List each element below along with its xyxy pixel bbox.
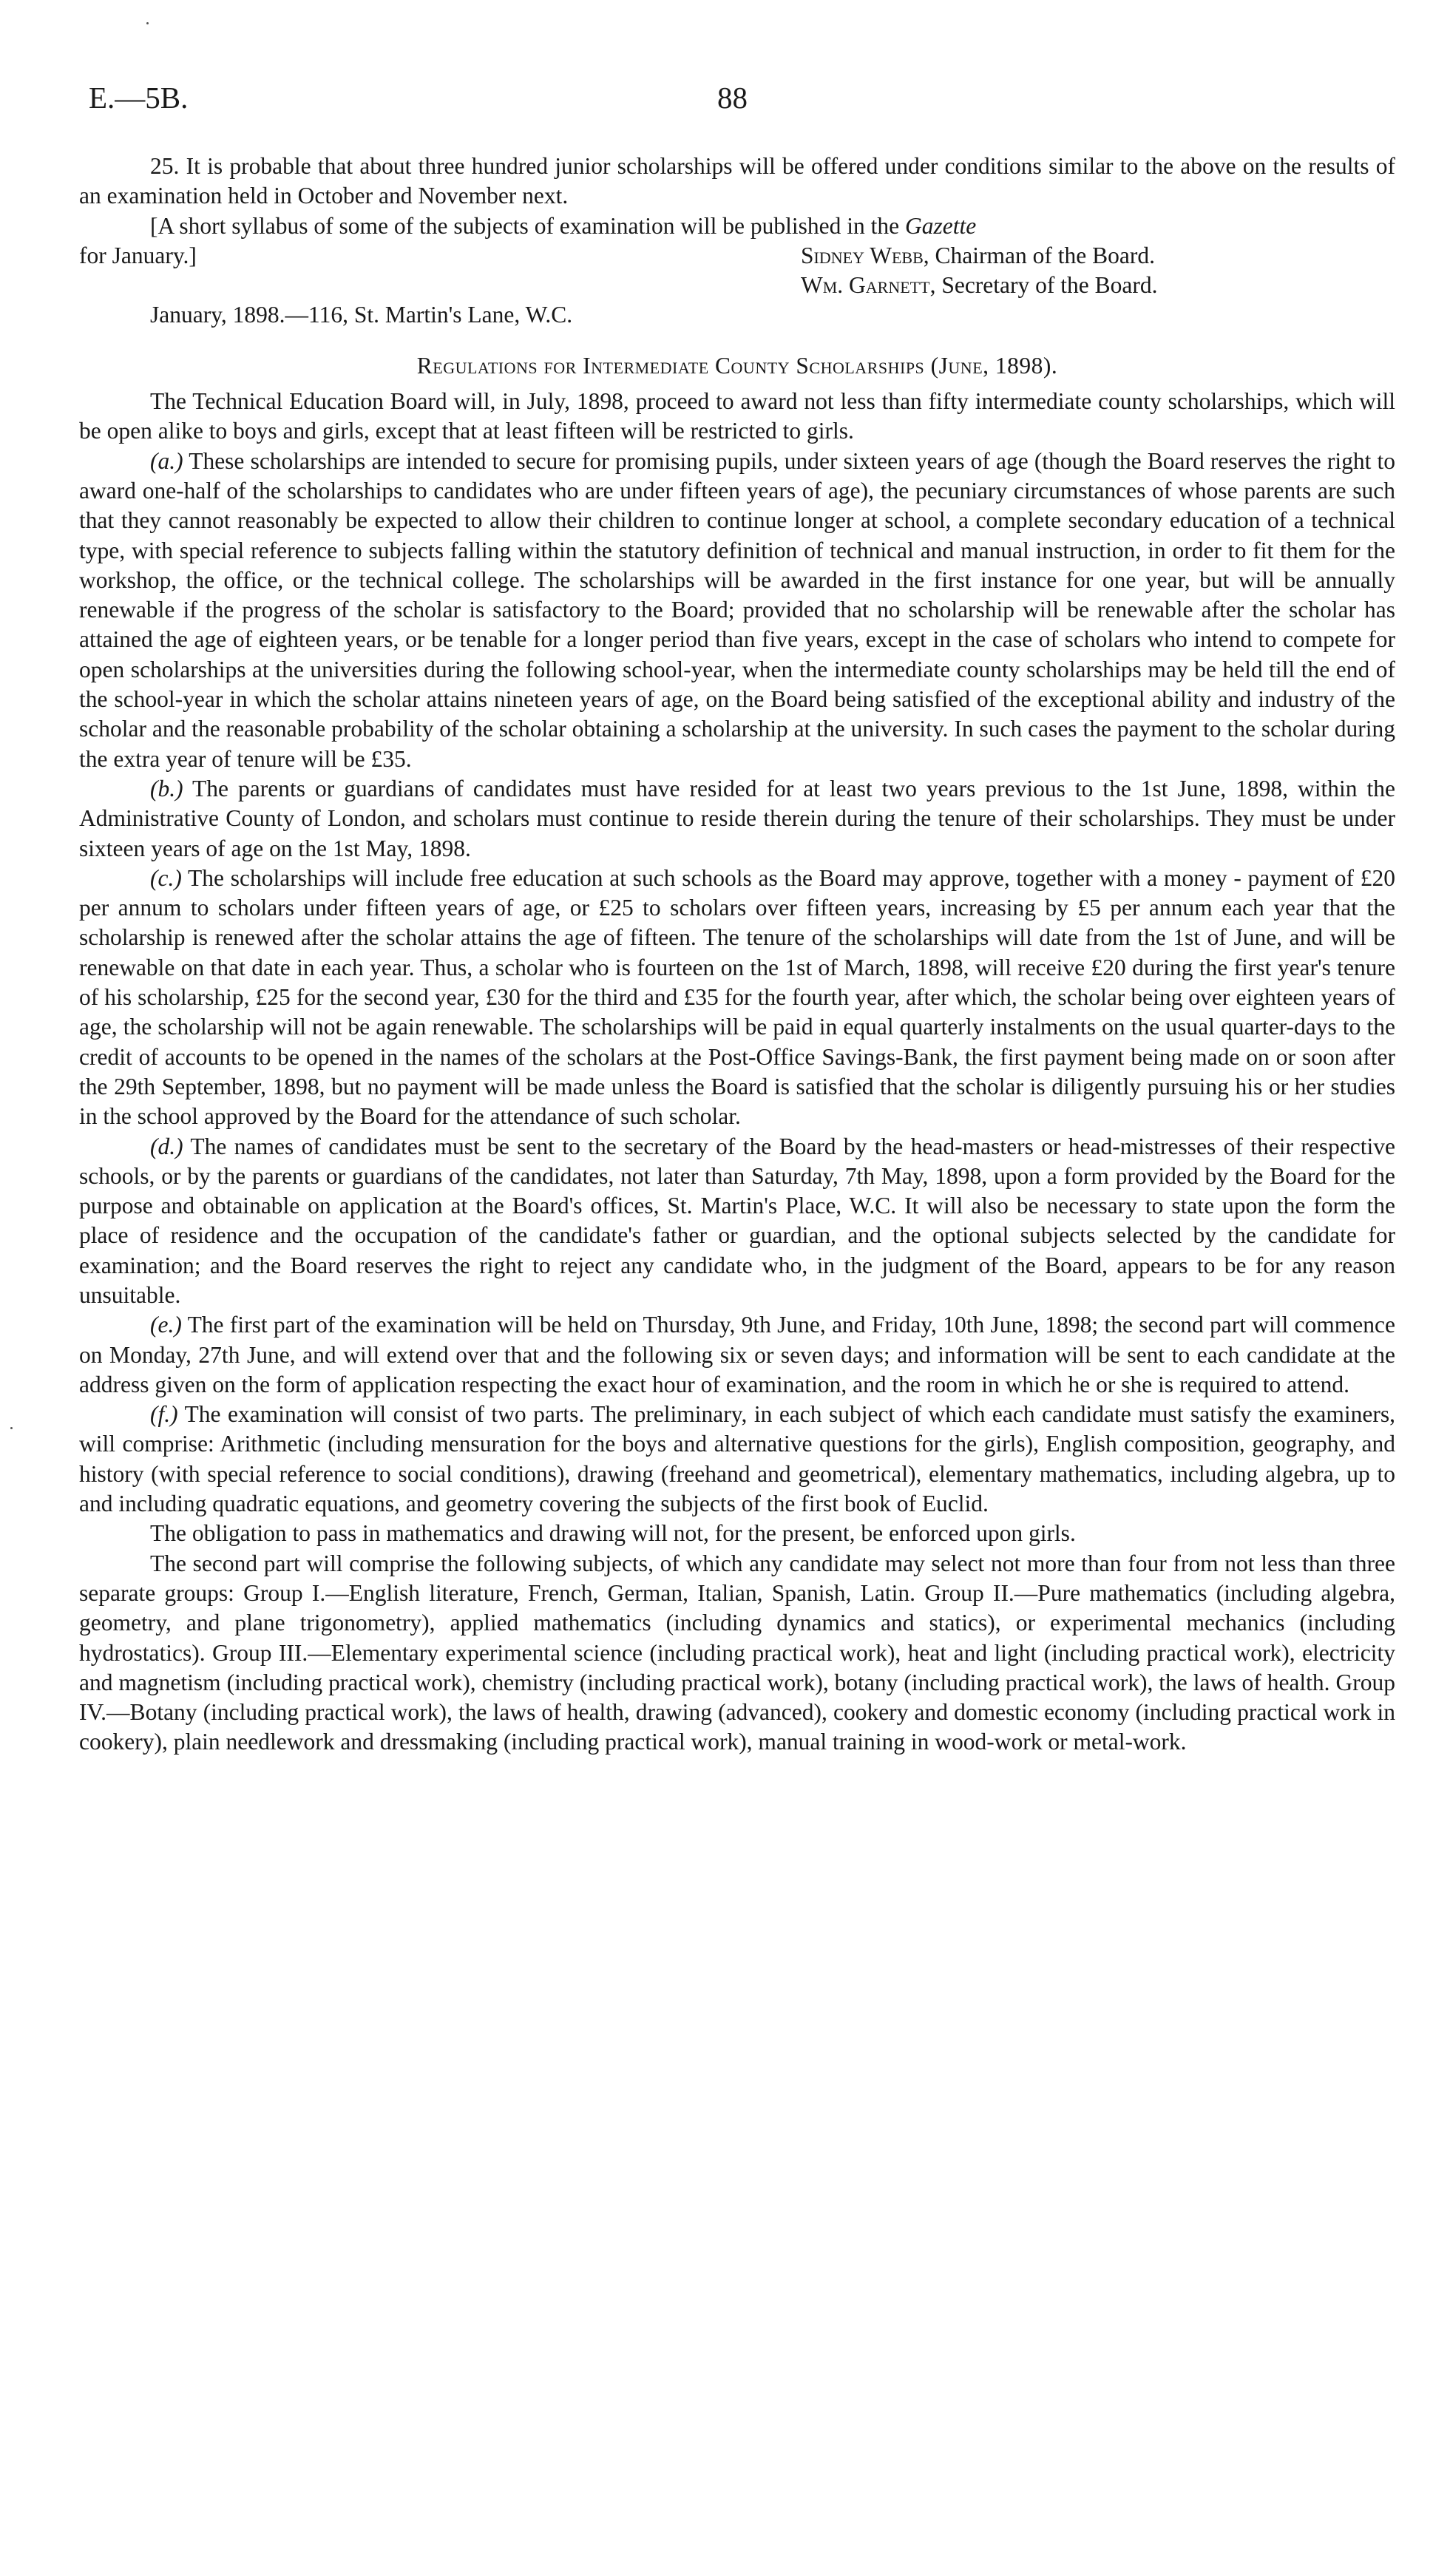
dateline: January, 1898.—116, St. Martin's Lane, W.C. — [150, 302, 573, 328]
chairman-role: , Chairman of the Board. — [923, 242, 1155, 268]
paragraph-25: 25. It is probable that about three hundred junior scholarships will be offered under conditions similar to the above on the results of an examination held in October and November next. — [79, 153, 1395, 209]
obligation-paragraph: The obligation to pass in mathematics and drawing will not, for the present, be enforced upon girls. — [150, 1520, 1076, 1547]
clause-f-text: The examination will consist of two parts. The preliminary, in each subject of which each candidate must satisfy the examiners, will comprise: Arithmetic (including mensuration for the boys and alternative questions for the girls), English composition, geography, and history (with special reference to social conditions), drawing (freehand and geometrical), elementary mathematics, including algebra, up to and including quadratic equations, and geometry covering the subjects of the first book of Euclid. — [79, 1401, 1395, 1517]
clause-b-label: (b.) — [150, 775, 183, 801]
clause-e-text: The first part of the examination will be held on Thursday, 9th June, and Friday, 10th June, 1898; the second part will commence on Monday, 27th June, and will extend over that and the following six or seven days; and information will be sent to each candidate at the address given on the form of application respecting the exact hour of examination, and the room in which he or she is required to attend. — [79, 1312, 1395, 1397]
syllabus-note-end: for January.] — [79, 242, 197, 268]
scan-speck — [10, 1427, 13, 1429]
clause-d — [79, 1132, 1395, 1311]
clause-c — [79, 864, 1395, 1132]
syllabus-note — [79, 211, 1395, 241]
clause-b — [79, 774, 1395, 864]
secretary-signature — [79, 271, 1395, 300]
clause-b-text: The parents or guardians of candidates must have resided for at least two years previous to the 1st June, 1898, within the Administrative County of London, and scholars must continue to reside therein during the tenure of their scholarships. They must be under sixteen years of age on the 1st May, 1898. — [79, 775, 1395, 861]
secretary-role: , Secretary of the Board. — [929, 272, 1158, 299]
secretary-name: Wm. Garnett — [801, 272, 930, 299]
regulations-intro: The Technical Education Board will, in July, 1898, proceed to award not less than fifty intermediate county scholarships, which will be open alike to boys and girls, except that at least fifteen will be restricted to girls. — [79, 388, 1395, 444]
chairman-name: Sidney Webb — [801, 242, 924, 268]
page-header — [89, 80, 1390, 124]
clause-d-label: (d.) — [150, 1133, 183, 1159]
chairman-signature — [801, 241, 1155, 271]
clause-e — [79, 1310, 1395, 1400]
clause-f-label: (f.) — [150, 1401, 178, 1428]
clause-a-text: These scholarships are intended to secure for promising pupils, under sixteen years of age (though the Board reserves the right to award one-half of the scholarships to candidates who are under fifteen years of age), the pecuniary circumstances of whose parents are such that they cannot reasonably be expected to allow their children to continue longer at school, a complete secondary education of a technical type, with special reference to subjects falling within the statutory definition of technical and manual instruction, in order to fit them for the workshop, the office, or the technical college. The scholarships will be awarded in the first instance for one year, but will be annually renewable if the progress of the scholar is satisfactory to the Board; provided that no scholarship will be renewable after the scholar has attained the age of eighteen years, or be tenable for a longer period than five years, except in the case of scholars who intend to compete for open scholarships at the universities during the following school-year, when the intermediate county scholarships may be held till the end of the school-year in which the scholar attains nineteen years of age, on the Board being satisfied of the exceptional ability and industry of the scholar and the reasonable probability of the scholar obtaining a scholarship at the university. In such cases the payment to the scholar during the extra year of tenure will be £35. — [79, 447, 1395, 772]
page-number: 88 — [717, 81, 748, 115]
clause-d-text: The names of candidates must be sent to the secretary of the Board by the head-masters or head-mistresses of their respective schools, or by the parents or guardians of the candidates, not later than Saturday, 7th May, 1898, upon a form provided by the Board for the purpose and obtainable on application at the Board's offices, St. Martin's Place, W.C. It will also be necessary to state upon the form the place of residence and the occupation of the candidate's father or guardian, and the optional subjects selected by the candidate for examination; and the Board reserves the right to reject any candidate who, in the judgment of the Board, appears to be for any reason unsuitable. — [79, 1133, 1395, 1308]
signature-row-chairman — [79, 241, 1395, 271]
clause-c-label: (c.) — [150, 864, 182, 891]
document-reference: E.—5B. — [89, 81, 189, 115]
clause-e-label: (e.) — [150, 1312, 182, 1338]
section-heading: Regulations for Intermediate County Scholarships (June, 1898). — [416, 352, 1058, 379]
scan-speck — [146, 22, 149, 24]
syllabus-note-text: [A short syllabus of some of the subjects of examination will be published in the — [150, 212, 905, 239]
clause-a — [79, 447, 1395, 774]
clause-a-label: (a.) — [150, 447, 183, 474]
gazette-title: Gazette — [904, 212, 977, 239]
page-body — [79, 152, 1395, 1758]
clause-f — [79, 1400, 1395, 1519]
clause-c-text: The scholarships will include free education at such schools as the Board may approve, together with a money - payment of £20 per annum to scholars under fifteen years of age, or £25 to scholars over fifteen years, increasing by £5 per annum each year that the scholarship is renewed after the scholar attains the age of fifteen. The tenure of the scholarships will date from the 1st of June, and will be renewable on that date in each year. Thus, a scholar who is fourteen on the 1st of March, 1898, will receive £20 during the first year's tenure of his scholarship, £25 for the second year, £30 for the third and £35 for the fourth year, after which, the scholar being over eighteen years of age, the scholarship will not be again renewable. The scholarships will be paid in equal quarterly instalments on the usual quarter-days to the credit of accounts to be opened in the names of the scholars at the Post-Office Savings-Bank, the first payment being made on or soon after the 29th September, 1898, but no payment will be made unless the Board is satisfied that the scholar is diligently pursuing his or her studies in the school approved by the Board for the attendance of such scholar. — [79, 864, 1395, 1130]
second-part-paragraph: The second part will comprise the following subjects, of which any candidate may select not more than four from not less than three separate groups: Group I.—English literature, French, German, Italian, Spanish, Latin. Group II.—Pure mathematics (including algebra, geometry, and plane trigonometry), applied mathematics (including dynamics and statics), or experimental mechanics (including hydrostatics). Group III.—Elementary experimental science (including practical work), heat and light (including practical work), electricity and magnetism (including practical work), chemistry (including practical work), botany (including practical work), the laws of health. Group IV.—Botany (including practical work), the laws of health, drawing (advanced), cookery and domestic economy (including practical work in cookery), plain needlework and dressmaking (including practical work), manual training in wood-work or metal-work. — [79, 1550, 1395, 1755]
